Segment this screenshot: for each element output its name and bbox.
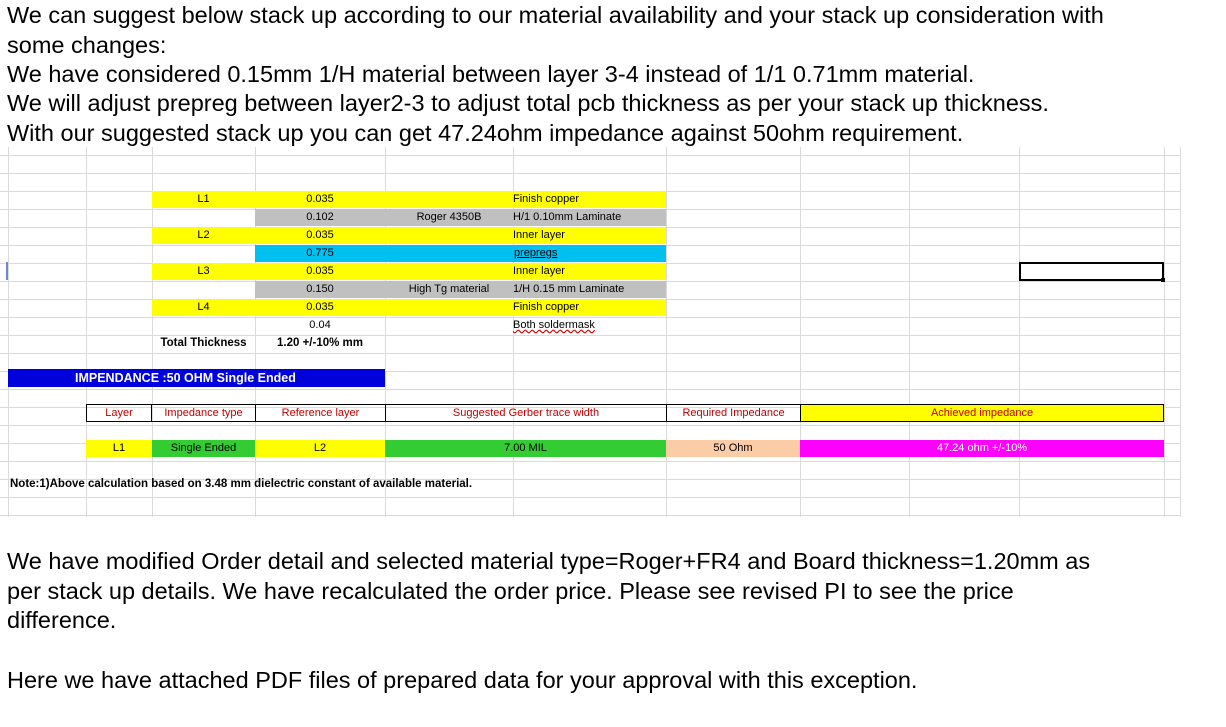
stackup-layer [152, 281, 255, 298]
stackup-thickness: 0.102 [255, 209, 385, 226]
cell-reference-layer: L2 [255, 440, 385, 457]
stackup-material [385, 299, 513, 316]
header-required-impedance: Required Impedance [666, 404, 801, 422]
fill-handle[interactable] [1161, 278, 1165, 282]
stackup-layer [152, 317, 255, 334]
stackup-description: Inner layer [513, 227, 666, 244]
grid-row-line [0, 155, 1180, 156]
stackup-layer [152, 245, 255, 262]
grid-col-line [1180, 147, 1181, 517]
stackup-material [385, 317, 513, 334]
stackup-material [385, 263, 513, 280]
selected-cell[interactable] [1019, 262, 1164, 281]
outro-line: We have modified Order detail and selected material type=Roger+FR4 and Board thickness=1.20mm as [7, 548, 1091, 574]
stackup-material [385, 245, 513, 262]
grid-col-line [86, 147, 87, 517]
impedance-banner: IMPENDANCE :50 OHM Single Ended [8, 369, 385, 387]
stackup-thickness: 0.04 [309, 319, 331, 331]
total-thickness-value: 1.20 +/-10% mm [277, 337, 363, 349]
grid-row-line [0, 389, 1180, 390]
grid-col-line [1164, 147, 1165, 517]
grid-col-line [800, 147, 801, 517]
row-cursor-marker [6, 262, 8, 280]
grid-row-line [0, 173, 1180, 174]
stackup-layer: L1 [197, 193, 210, 205]
outro-line: difference. [7, 607, 117, 633]
stackup-material: Roger 4350B [385, 209, 513, 226]
intro-line: some changes: [7, 32, 167, 58]
calculation-note: Note:1)Above calculation based on 3.48 mm dielectric constant of available material. [10, 478, 473, 490]
total-thickness-label: Total Thickness [160, 337, 247, 349]
grid-row-line [0, 461, 1180, 462]
stackup-thickness: 0.150 [255, 281, 385, 298]
stackup-layer: L2 [152, 227, 255, 244]
grid-col-line [1019, 147, 1020, 517]
stackup-description: 1/H 0.15 mm Laminate [513, 281, 666, 298]
header-impedance-type: Impedance type [151, 404, 256, 422]
intro-line: We can suggest below stack up according to our material availability and your stack up consideration with [7, 2, 1104, 28]
stackup-thickness: 0.035 [255, 191, 385, 208]
grid-row-line [0, 497, 1180, 498]
header-achieved-impedance: Achieved impedance [800, 404, 1164, 422]
stackup-layer: L4 [152, 299, 255, 316]
stackup-thickness: 0.035 [255, 263, 385, 280]
stackup-description: Both soldermask [513, 319, 595, 331]
stackup-description: Finish copper [513, 191, 666, 208]
stackup-description: prepregs [513, 245, 666, 262]
cell-required-impedance: 50 Ohm [666, 440, 800, 457]
stackup-description: H/1 0.10mm Laminate [513, 209, 666, 226]
stackup-thickness: 0.035 [255, 227, 385, 244]
stackup-material: High Tg material [385, 281, 513, 298]
spreadsheet-embed [0, 147, 1180, 517]
header-layer: Layer [86, 404, 152, 422]
cell-layer: L1 [86, 440, 152, 457]
grid-col-line [8, 147, 9, 517]
cell-impedance-type: Single Ended [152, 440, 255, 457]
intro-line: We will adjust prepreg between layer2-3 to adjust total pcb thickness as per your stack up thickness. [7, 90, 1049, 116]
outro-line: Here we have attached PDF files of prepared data for your approval with this exception. [7, 667, 918, 693]
stackup-description: Finish copper [513, 299, 666, 316]
cell-trace-width: 7.00 MIL [385, 440, 666, 457]
header-trace-width: Suggested Gerber trace width [385, 404, 667, 422]
grid-col-line [909, 147, 910, 517]
outro-line: per stack up details. We have recalculated the order price. Please see revised PI to see the price [7, 578, 1014, 604]
stackup-layer: L3 [152, 263, 255, 280]
grid-row-line [0, 425, 1180, 426]
stackup-description: Inner layer [513, 263, 666, 280]
stackup-layer [152, 209, 255, 226]
grid-col-line [666, 147, 667, 517]
stackup-material [385, 191, 513, 208]
header-reference-layer: Reference layer [255, 404, 386, 422]
stackup-thickness: 0.775 [255, 245, 385, 262]
stackup-thickness: 0.035 [255, 299, 385, 316]
intro-line: With our suggested stack up you can get 47.24ohm impedance against 50ohm requirement. [7, 120, 964, 146]
cell-achieved-impedance: 47.24 ohm +/-10% [800, 440, 1164, 457]
stackup-material [385, 227, 513, 244]
grid-row-line [0, 515, 1180, 516]
intro-line: We have considered 0.15mm 1/H material between layer 3-4 instead of 1/1 0.71mm material. [7, 61, 975, 87]
grid-row-line [0, 353, 1180, 354]
